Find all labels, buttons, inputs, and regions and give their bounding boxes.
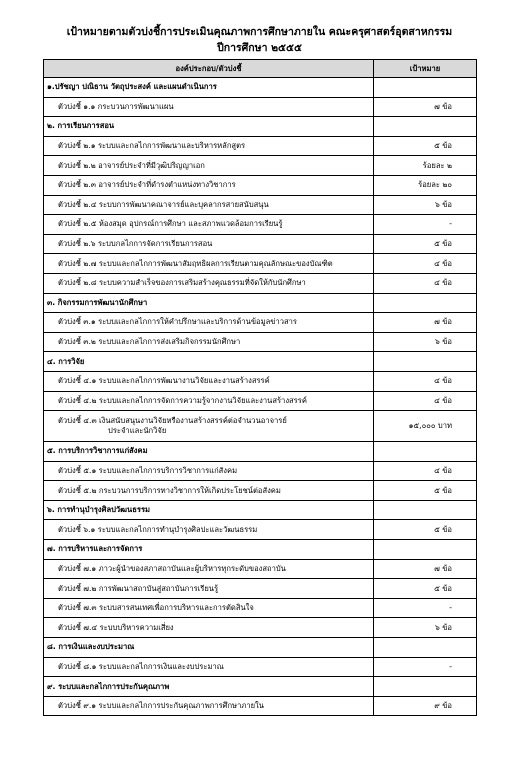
target-value: ๕ ข้อ [374, 520, 477, 540]
target-value: ๔ ข้อ [374, 273, 477, 293]
target-value [374, 442, 477, 462]
indicator-label: ตัวบ่งชี้ ๔.๑ ระบบและกลไกการพัฒนางานวิจัยและงานสร้างสรรค์ [44, 371, 374, 391]
category-row [44, 78, 477, 98]
indicator-row [44, 618, 477, 638]
category-label: ๙. ระบบและกลไกการประกันคุณภาพ [44, 677, 374, 697]
target-value: ร้อยละ ๒๐ [374, 175, 477, 195]
indicator-row [44, 461, 477, 481]
indicator-row [44, 481, 477, 501]
indicator-label: ตัวบ่งชี้ ๒.๘ ระบบความสำเร็จของการเสริมสร้างคุณธรรมที่จัดให้กับนักศึกษา [44, 273, 374, 293]
target-value: ๕ ข้อ [374, 136, 477, 156]
target-value: ๕ ข้อ [374, 481, 477, 501]
indicator-row [44, 97, 477, 117]
target-value [374, 638, 477, 658]
table-header-row [44, 60, 477, 78]
target-value: ๑๕,๐๐๐ บาท [374, 411, 477, 442]
indicator-row [44, 332, 477, 352]
category-row [44, 638, 477, 658]
category-label: ๑.ปรัชญา ปณิธาน วัตถุประสงค์ และแผนดำเนินการ [44, 78, 374, 98]
category-row [44, 677, 477, 697]
indicator-row [44, 313, 477, 333]
indicator-label: ตัวบ่งชี้ ๗.๒ การพัฒนาสถาบันสู่สถาบันการเรียนรู้ [44, 579, 374, 599]
indicator-label: ตัวบ่งชี้ ๒.๔ ระบบการพัฒนาคณาจารย์และบุคลากรสายสนับสนุน [44, 195, 374, 215]
indicator-label: ตัวบ่งชี้ ๒.๑ ระบบและกลไกการพัฒนาและบริหารหลักสูตร [44, 136, 374, 156]
indicator-label: ตัวบ่งชี้ ๗.๓ ระบบสารสนเทศเพื่อการบริหารและการตัดสินใจ [44, 598, 374, 618]
indicator-row [44, 195, 477, 215]
indicator-label: ตัวบ่งชี้ ๒.๒ อาจารย์ประจำที่มีวุฒิปริญญาเอก [44, 156, 374, 176]
category-label: ๒. การเรียนการสอน [44, 117, 374, 137]
indicator-row [44, 136, 477, 156]
category-row [44, 293, 477, 313]
target-value: ๕ ข้อ [374, 234, 477, 254]
indicator-row [44, 175, 477, 195]
indicator-row [44, 579, 477, 599]
target-value [374, 293, 477, 313]
indicator-row [44, 273, 477, 293]
indicator-row [44, 391, 477, 411]
target-value [374, 352, 477, 372]
indicator-label: ตัวบ่งชี้ ๖.๑ ระบบและกลไกการทำนุบำรุงศิลปะและวัฒนธรรม [44, 520, 374, 540]
target-value: ๗ ข้อ [374, 97, 477, 117]
indicator-label: ตัวบ่งชี้ ๒.๕ ห้องสมุด อุปกรณ์การศึกษา และสภาพแวดล้อมการเรียนรู้ [44, 215, 374, 235]
indicator-label: ตัวบ่งชี้ ๑.๑ กระบวนการพัฒนาแผน [44, 97, 374, 117]
header-target: เป้าหมาย [374, 60, 477, 78]
indicator-label: ตัวบ่งชี้ ๔.๒ ระบบและกลไกการจัดการความรู้จากงานวิจัยและงานสร้างสรรค์ [44, 391, 374, 411]
target-value [374, 78, 477, 98]
academic-year-title: ปีการศึกษา ๒๕๕๕ [217, 42, 302, 54]
indicator-row [44, 234, 477, 254]
category-label: ๖. การทำนุบำรุงศิลปวัฒนธรรม [44, 500, 374, 520]
target-value [374, 117, 477, 137]
target-value [374, 540, 477, 560]
indicator-label: ตัวบ่งชี้ ๒.๖ ระบบกลไกการจัดการเรียนการสอน [44, 234, 374, 254]
category-row [44, 540, 477, 560]
indicator-row [44, 559, 477, 579]
category-label: ๓. กิจกรรมการพัฒนานักศึกษา [44, 293, 374, 313]
category-row [44, 352, 477, 372]
category-row [44, 500, 477, 520]
target-value: ๔ ข้อ [374, 391, 477, 411]
indicator-label: ตัวบ่งชี้ ๒.๓ อาจารย์ประจำที่ดำรงตำแหน่งทางวิชาการ [44, 175, 374, 195]
target-value: - [374, 215, 477, 235]
indicator-row [44, 254, 477, 274]
indicator-label [44, 411, 374, 442]
indicator-label: ตัวบ่งชี้ ๓.๒ ระบบและกลไกการส่งเสริมกิจกรรมนักศึกษา [44, 332, 374, 352]
target-value [374, 500, 477, 520]
target-value: - [374, 657, 477, 677]
indicator-row [44, 598, 477, 618]
document-title: เป้าหมายตามตัวบ่งชี้การประเมินคุณภาพการศึกษาภายใน คณะครุศาสตร์อุตสาหกรรม [66, 26, 453, 38]
indicator-target-table [43, 59, 477, 716]
table-body [44, 78, 477, 716]
category-label: ๘. การเงินและงบประมาณ [44, 638, 374, 658]
indicator-row [44, 371, 477, 391]
indicator-label: ตัวบ่งชี้ ๗.๔ ระบบบริหารความเสี่ยง [44, 618, 374, 638]
target-value: - [374, 598, 477, 618]
indicator-label: ตัวบ่งชี้ ๒.๗ ระบบและกลไกการพัฒนาสัมฤทธิผลการเรียนตามคุณลักษณะของบัณฑิต [44, 254, 374, 274]
indicator-row [44, 520, 477, 540]
indicator-label: ตัวบ่งชี้ ๘.๑ ระบบและกลไกการเงินและงบประมาณ [44, 657, 374, 677]
category-label: ๕. การบริการวิชาการแก่สังคม [44, 442, 374, 462]
indicator-label: ตัวบ่งชี้ ๗.๑ ภาวะผู้นำของสภาสถาบันและผู้บริหารทุกระดับของสถาบัน [44, 559, 374, 579]
indicator-row [44, 215, 477, 235]
target-value: ๔ ข้อ [374, 254, 477, 274]
category-row [44, 442, 477, 462]
target-value: ๖ ข้อ [374, 618, 477, 638]
indicator-row [44, 696, 477, 716]
target-value: ๙ ข้อ [374, 696, 477, 716]
target-value [374, 677, 477, 697]
indicator-row [44, 657, 477, 677]
target-value: ๗ ข้อ [374, 559, 477, 579]
target-value: ๖ ข้อ [374, 332, 477, 352]
indicator-label: ตัวบ่งชี้ ๕.๑ ระบบและกลไกการบริการวิชาการแก่สังคม [44, 461, 374, 481]
target-value: ๗ ข้อ [374, 313, 477, 333]
indicator-label-line1: ตัวบ่งชี้ ๔.๓ เงินสนับสนุนงานวิจัยหรืองานสร้างสรรค์ต่อจำนวนอาจารย์ [58, 416, 287, 426]
indicator-label: ตัวบ่งชี้ ๙.๑ ระบบและกลไกการประกันคุณภาพการศึกษาภายใน [44, 696, 374, 716]
target-value: ๕ ข้อ [374, 579, 477, 599]
indicator-row [44, 411, 477, 442]
target-value: ๖ ข้อ [374, 195, 477, 215]
category-row [44, 117, 477, 137]
category-label: ๗. การบริหารและการจัดการ [44, 540, 374, 560]
target-value: ๔ ข้อ [374, 371, 477, 391]
indicator-label-line2: ประจำและนักวิจัย [108, 426, 167, 436]
category-label: ๔. การวิจัย [44, 352, 374, 372]
header-indicator: องค์ประกอบ/ตัวบ่งชี้ [44, 60, 374, 78]
indicator-row [44, 156, 477, 176]
target-value: ร้อยละ ๒ [374, 156, 477, 176]
indicator-label: ตัวบ่งชี้ ๕.๒ กระบวนการบริการทางวิชาการให้เกิดประโยชน์ต่อสังคม [44, 481, 374, 501]
target-value: ๔ ข้อ [374, 461, 477, 481]
indicator-label: ตัวบ่งชี้ ๓.๑ ระบบและกลไกการให้คำปรึกษาและบริการด้านข้อมูลข่าวสาร [44, 313, 374, 333]
